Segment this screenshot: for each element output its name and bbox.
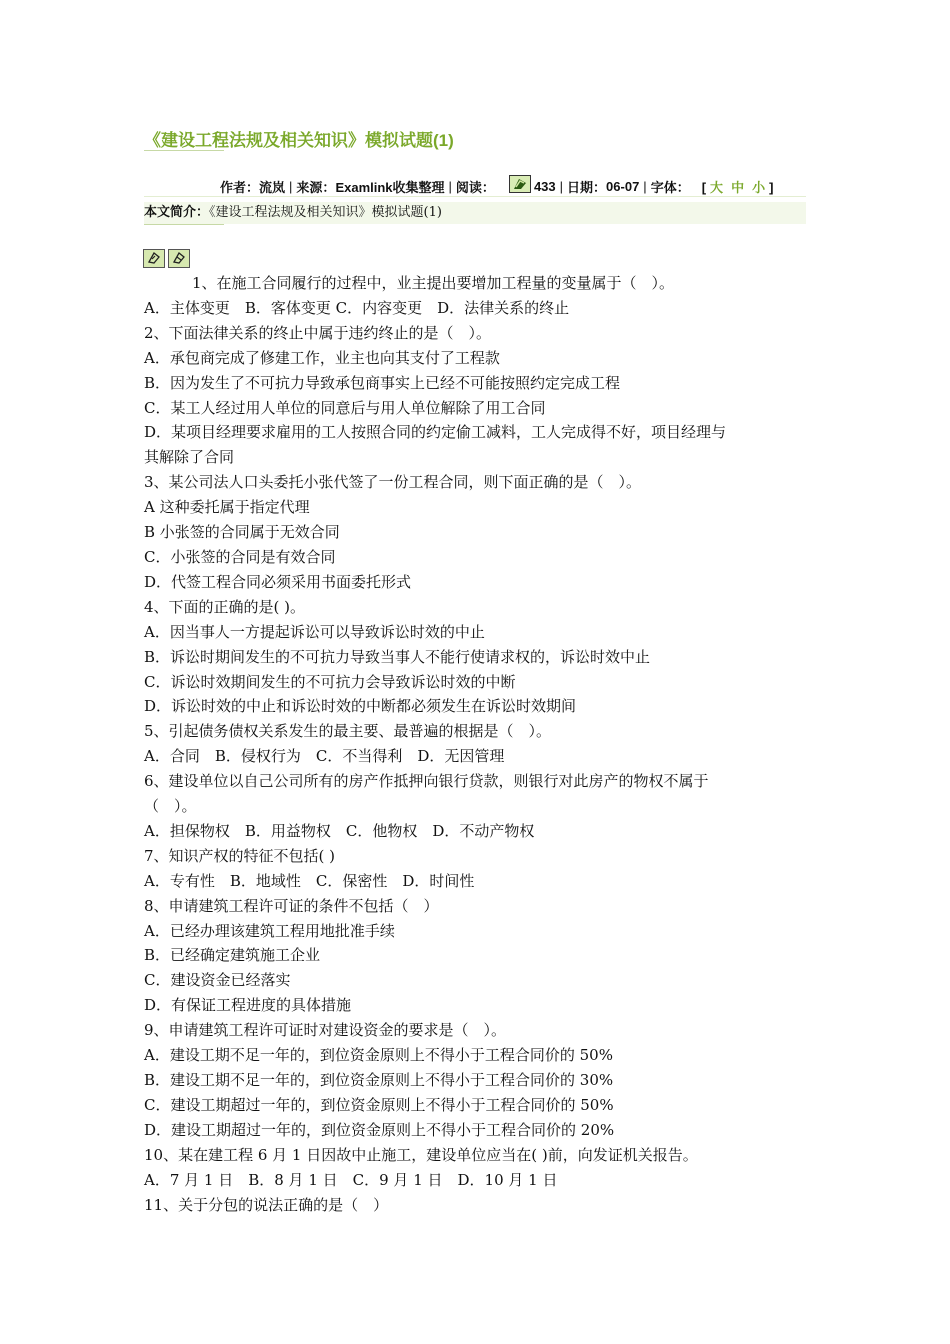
- option-line: C．小张签的合同是有效合同: [144, 547, 336, 566]
- meta-separator: |: [559, 179, 564, 194]
- print-icon[interactable]: [143, 249, 165, 268]
- option-line: B．因为发生了不可抗力导致承包商事实上已经不可能按照约定完成工程: [144, 373, 621, 392]
- option-line: C．诉讼时效期间发生的不可抗力会导致诉讼时效的中断: [144, 672, 516, 691]
- font-size-small-link[interactable]: 小: [752, 180, 766, 195]
- read-count-icon: [509, 175, 531, 193]
- article-summary: [144, 202, 806, 224]
- option-line: A．合同 B．侵权行为 C．不当得利 D．无因管理: [144, 747, 505, 766]
- option-line: 其解除了合同: [144, 448, 235, 467]
- article-meta: [220, 177, 773, 196]
- font-size-label: 字体：: [650, 180, 690, 195]
- question-line: 9、申请建筑工程许可证时对建设资金的要求是（ ）。: [144, 1021, 507, 1040]
- reads-value: 433: [533, 179, 556, 194]
- question-line: 4、下面的正确的是( )。: [144, 597, 306, 616]
- font-size-selector: [ 大 中 小 ]: [701, 180, 774, 195]
- question-line: 11、关于分包的说法正确的是（ ）: [144, 1195, 389, 1214]
- question-line: 7、知识产权的特征不包括( ): [144, 846, 336, 865]
- option-line: B．诉讼时期间发生的不可抗力导致当事人不能行使请求权的，诉讼时效中止: [144, 647, 651, 666]
- question-line: 6、建设单位以自己公司所有的房产作抵押向银行贷款，则银行对此房产的物权不属于: [144, 772, 709, 791]
- question-line: 10、某在建工程 6 月 1 日因故中止施工，建设单位应当在( )前，向发证机关报告。: [144, 1145, 698, 1164]
- option-line: B 小张签的合同属于无效合同: [144, 523, 340, 542]
- source-label: 来源：: [296, 180, 336, 195]
- date-value: 06-07: [606, 179, 640, 194]
- option-line: A．因当事人一方提起诉讼可以导致诉讼时效的中止: [144, 622, 485, 641]
- option-line: D．代签工程合同必须采用书面委托形式: [144, 572, 412, 591]
- author-label: 作者：: [220, 180, 260, 195]
- option-line: A．7 月 1 日 B．8 月 1 日 C．9 月 1 日 D．10 月 1 日: [144, 1170, 558, 1189]
- article-tools: [143, 249, 190, 268]
- option-line: A 这种委托属于指定代理: [144, 498, 310, 517]
- option-line: C．建设工期超过一年的，到位资金原则上不得小于工程合同价的 50%: [144, 1095, 614, 1114]
- question-line: 1、在施工合同履行的过程中，业主提出要增加工程量的变量属于（ ）。: [192, 274, 675, 292]
- option-line: B．已经确定建筑施工企业: [144, 946, 321, 965]
- reads-label: 阅读：: [455, 180, 495, 195]
- font-size-medium-link[interactable]: 中: [731, 180, 745, 195]
- option-line: A．承包商完成了修建工作，业主也向其支付了工程款: [144, 348, 500, 367]
- article-body: [144, 271, 794, 1217]
- option-line: C．建设资金已经落实: [144, 971, 291, 990]
- title-divider: [144, 150, 224, 151]
- option-line: B．建设工期不足一年的，到位资金原则上不得小于工程合同价的 30%: [144, 1071, 614, 1089]
- summary-label: 本文简介：: [144, 204, 210, 219]
- source-value: Examlink收集整理: [335, 180, 445, 195]
- option-line: D．某项目经理要求雇用的工人按照合同的约定偷工减料，工人完成得不好，项目经理与: [144, 423, 727, 442]
- email-icon[interactable]: [168, 249, 190, 268]
- meta-separator: |: [289, 179, 293, 194]
- option-line: A．已经办理该建筑工程用地批准手续: [144, 921, 395, 940]
- question-line: （ ）。: [144, 797, 197, 816]
- meta-separator: |: [643, 179, 647, 194]
- option-line: A．建设工期不足一年的，到位资金原则上不得小于工程合同价的 50%: [144, 1046, 613, 1065]
- question-line: 8、申请建筑工程许可证的条件不包括（ ）: [144, 896, 439, 915]
- date-label: 日期：: [567, 180, 607, 195]
- summary-divider: [144, 224, 224, 225]
- article-title: 《建设工程法规及相关知识》模拟试题(1): [144, 131, 454, 150]
- question-line: 3、某公司法人口头委托小张代签了一份工程合同，则下面正确的是（ ）。: [144, 473, 642, 492]
- font-size-large-link[interactable]: 大: [710, 180, 724, 195]
- meta-separator: |: [448, 179, 452, 194]
- question-line: 5、引起债务债权关系发生的最主要、最普遍的根据是（ ）。: [144, 722, 552, 741]
- summary-text: 《建设工程法规及相关知识》模拟试题(1): [209, 205, 442, 220]
- author-value: 流岚: [259, 180, 286, 195]
- meta-divider: [144, 196, 806, 197]
- option-line: A．担保物权 B．用益物权 C．他物权 D．不动产物权: [144, 821, 535, 840]
- option-line: A．专有性 B．地域性 C．保密性 D．时间性: [144, 871, 475, 890]
- option-line: D．有保证工程进度的具体措施: [144, 996, 352, 1015]
- option-line: D．诉讼时效的中止和诉讼时效的中断都必须发生在诉讼时效期间: [144, 697, 577, 716]
- option-line: A．主体变更 B．客体变更 C．内容变更 D．法律关系的终止: [144, 298, 570, 317]
- option-line: C．某工人经过用人单位的同意后与用人单位解除了用工合同: [144, 398, 546, 417]
- question-line: 2、下面法律关系的终止中属于违约终止的是（ ）。: [144, 323, 492, 342]
- option-line: D．建设工期超过一年的，到位资金原则上不得小于工程合同价的 20%: [144, 1120, 615, 1139]
